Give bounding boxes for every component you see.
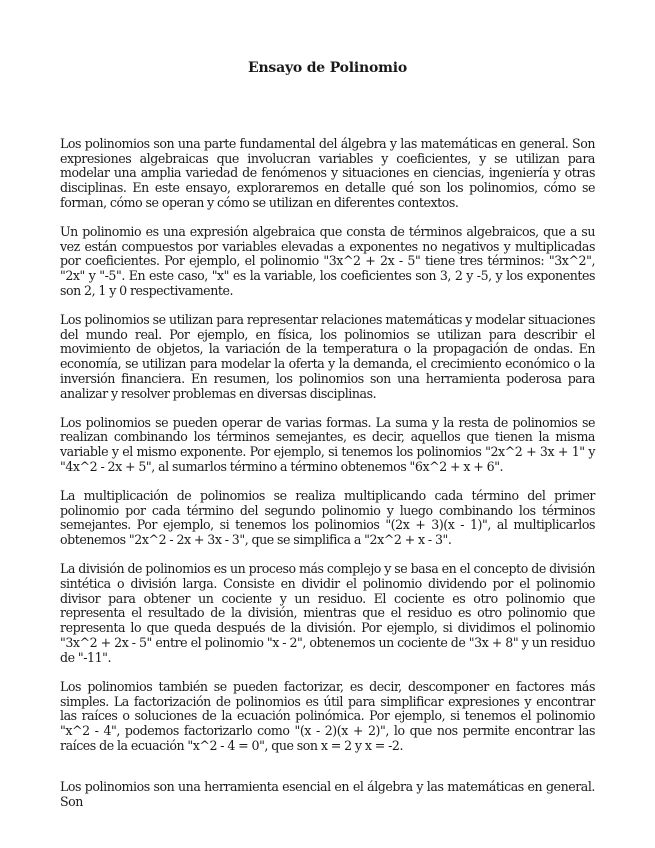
document-body xyxy=(60,137,595,810)
paragraph-applications: Los polinomios se utilizan para representar relaciones matemáticas y modelar situaciones del mundo real. Por ejemplo, en física, los polinomios se utilizan para describir el movimiento de objetos, la variación de la temperatura o la propagación de ondas. En economía, se utilizan para modelar la oferta y la demanda, el crecimiento económico o la inversión financiera. En resumen, los polinomios son una herramienta poderosa para analizar y resolver problemas en diversas disciplinas. xyxy=(60,312,595,401)
paragraph-introduction: Los polinomios son una parte fundamental del álgebra y las matemáticas en general. Son expresiones algebraicas que involucran variables y coeficientes, y se utilizan para modelar una amplia variedad de fenómenos y situaciones en ciencias, ingeniería y otras disciplinas. En este ensayo, exploraremos en detalle qué son los polinomios, cómo se forman, cómo se operan y cómo se utilizan en diferentes contextos. xyxy=(60,136,595,210)
paragraph-multiplication: La multiplicación de polinomios se realiza multiplicando cada término del primer polinomio por cada término del segundo polinomio y luego combinando los términos semejantes. Por ejemplo, si tenemos los polinomios "(2x + 3)(x - 1)", al multiplicarlos obtenemos "2x^2 - 2x + 3x - 3", que se simplifica a "2x^2 + x - 3". xyxy=(60,488,595,548)
paragraph-factorization: Los polinomios también se pueden factorizar, es decir, descomponer en factores más simples. La factorización de polinomios es útil para simplificar expresiones y encontrar las raíces o soluciones de la ecuación polinómica. Por ejemplo, si tenemos el polinomio "x^2 - 4", podemos factorizarlo como "(x - 2)(x + 2)", lo que nos permite encontrar las raíces de la ecuación "x^2 - 4 = 0", que son x = 2 y x = -2. xyxy=(60,678,595,753)
document-title: Ensayo de Polinomio xyxy=(247,60,408,76)
paragraph-conclusion: Los polinomios son una herramienta esencial en el álgebra y las matemáticas en general. Son xyxy=(60,779,595,810)
paragraph-addition: Los polinomios se pueden operar de varias formas. La suma y la resta de polinomios se realizan combinando los términos semejantes, es decir, aquellos que tienen la misma variable y el mismo exponente. Por ejemplo, si tenemos los polinomios "2x^2 + 3x + 1" y "4x^2 - 2x + 5", al sumarlos término a término obtenemos "6x^2 + x + 6". xyxy=(60,414,595,474)
paragraph-division: La división de polinomios es un proceso más complejo y se basa en el concepto de división sintética o división larga. Consiste en dividir el polinomio dividendo por el polinomio divisor para obtener un cociente y un residuo. El cociente es otro polinomio que representa el resultado de la división, mientras que el residuo es otro polinomio que representa lo que queda después de la división. Por ejemplo, si dividimos el polinomio "3x^2 + 2x - 5" entre el polinomio "x - 2", obtenemos un cociente de "3x + 8" y un residuo de "-11". xyxy=(60,561,595,665)
paragraph-definition: Un polinomio es una expresión algebraica que consta de términos algebraicos, que a su vez están compuestos por variables elevadas a exponentes no negativos y multiplicadas por coeficientes. Por ejemplo, el polinomio "3x^2 + 2x - 5" tiene tres términos: "3x^2", "2x" y "-5". En este caso, "x" es la variable, los coeficientes son 3, 2 y -5, y los exponentes son 2, 1 y 0 respectivamente. xyxy=(60,224,595,298)
